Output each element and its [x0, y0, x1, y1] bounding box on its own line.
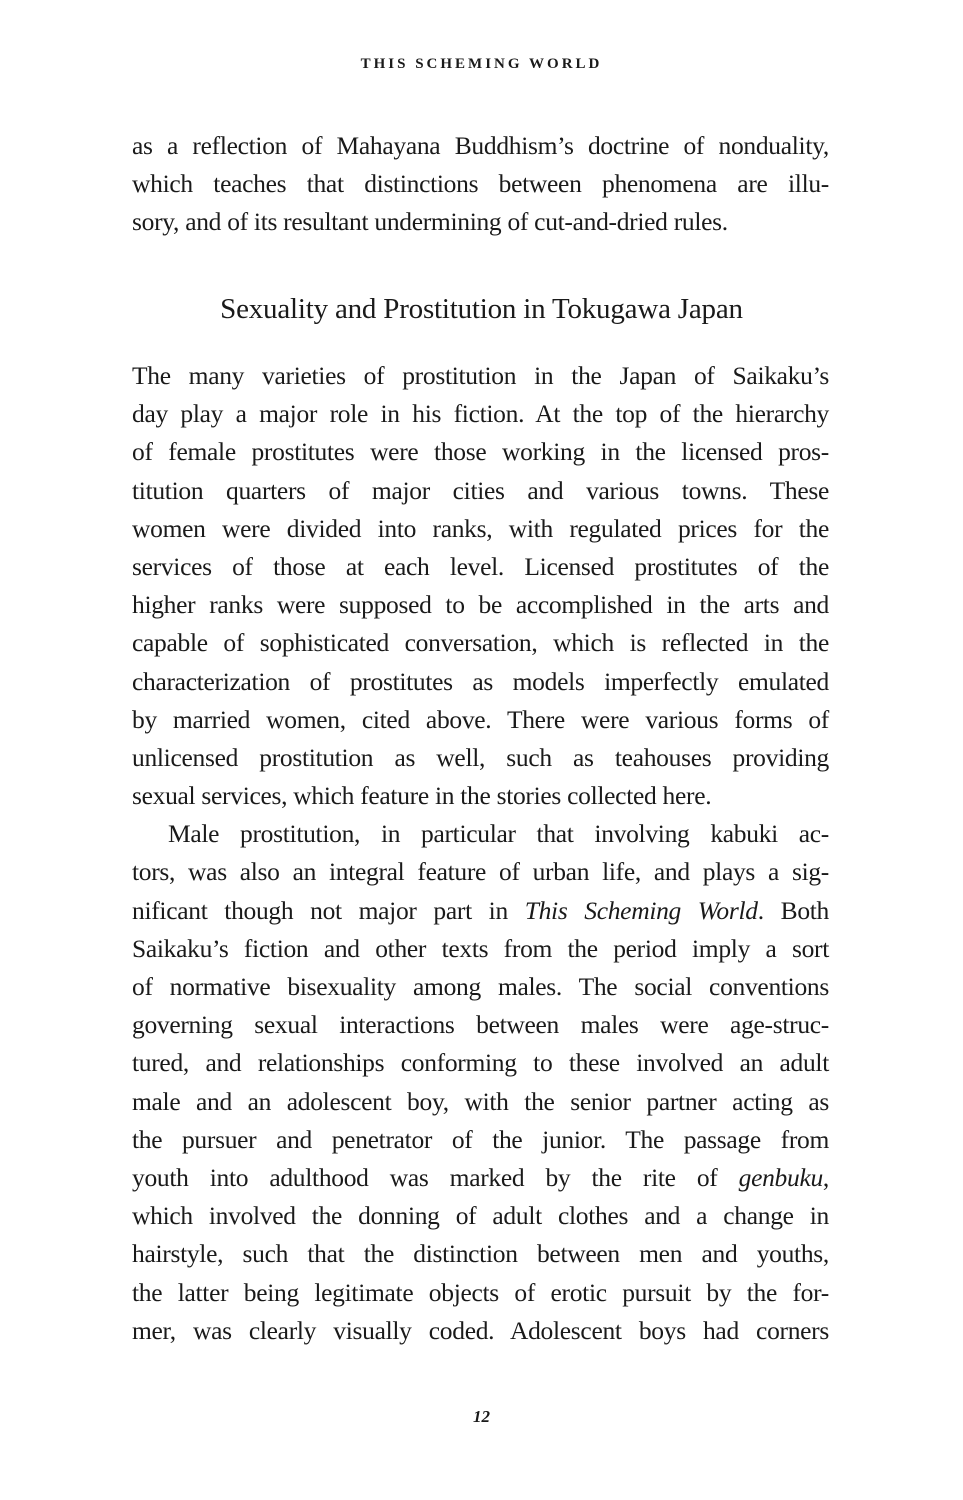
text-line: which teaches that distinctions between phenomena are illu-	[132, 169, 829, 199]
text-line: capable of sophisticated conversation, which is reflected in the	[132, 628, 829, 658]
book-title: This Scheming World	[524, 895, 758, 925]
text-line: tors, was also an integral feature of urban life, and plays a sig-	[132, 857, 829, 887]
text-line: Saikaku’s fiction and other texts from the period imply a sort	[132, 933, 829, 963]
text-line: governing sexual interactions between males were age-struc-	[132, 1010, 829, 1040]
paragraph-prostitution	[132, 357, 829, 815]
text-line: unlicensed prostitution as well, such as teahouses providing	[132, 742, 829, 772]
term-genbuku: genbuku	[738, 1162, 823, 1192]
text-line: as a reflection of Mahayana Buddhism’s doctrine of nonduality,	[132, 131, 829, 160]
text-line: mer, was clearly visually coded. Adolescent boys had corners	[132, 1315, 829, 1345]
text-line: of normative bisexuality among males. The social conventions	[132, 972, 829, 1001]
paragraph-nonduality	[132, 127, 829, 242]
text-line: of female prostitutes were those working in the licensed pros-	[132, 437, 829, 467]
text-line	[132, 1159, 829, 1197]
text-line: titution quarters of major cities and various towns. These	[132, 475, 829, 505]
text-run: nificant though not major part in	[132, 895, 525, 925]
text-line: sexual services, which feature in the stories collected here.	[132, 781, 712, 811]
text-line: tured, and relationships conforming to these involved an adult	[132, 1048, 829, 1078]
page-number: 12	[473, 1407, 490, 1426]
text-line: The many varieties of prostitution in the Japan of Saikaku’s	[132, 361, 829, 390]
text-run: ,	[822, 1162, 829, 1192]
text-line: women were divided into ranks, with regulated prices for the	[132, 513, 829, 543]
text-line: characterization of prostitutes as models imperfectly emulated	[132, 666, 829, 696]
text-line: male and an adolescent boy, with the senior partner acting as	[132, 1086, 829, 1116]
text-run: youth into adulthood was marked by the rite of	[132, 1162, 739, 1192]
text-line: Male prostitution, in particular that involving kabuki ac-	[168, 819, 829, 849]
text-line: which involved the donning of adult clothes and a change in	[132, 1201, 829, 1231]
text-line: sory, and of its resultant undermining of cut-and-dried rules.	[132, 207, 728, 237]
text-line: higher ranks were supposed to be accomplished in the arts and	[132, 590, 829, 620]
text-line: services of those at each level. Licensed prostitutes of the	[132, 551, 829, 581]
text-line: the latter being legitimate objects of erotic pursuit by the for-	[132, 1277, 829, 1307]
section-heading: Sexuality and Prostitution in Tokugawa Japan	[220, 293, 743, 325]
text-line	[132, 892, 829, 930]
text-line: day play a major role in his fiction. At the top of the hierarchy	[132, 399, 829, 429]
text-run: . Both	[757, 895, 830, 925]
text-line: by married women, cited above. There were various forms of	[132, 704, 829, 734]
section-body	[132, 357, 829, 1350]
paragraph-male-prostitution	[132, 815, 829, 1350]
text-line: the pursuer and penetrator of the junior. The passage from	[132, 1124, 829, 1154]
text-line: hairstyle, such that the distinction between men and youths,	[132, 1239, 829, 1269]
running-head: THIS SCHEMING WORLD	[360, 56, 603, 72]
